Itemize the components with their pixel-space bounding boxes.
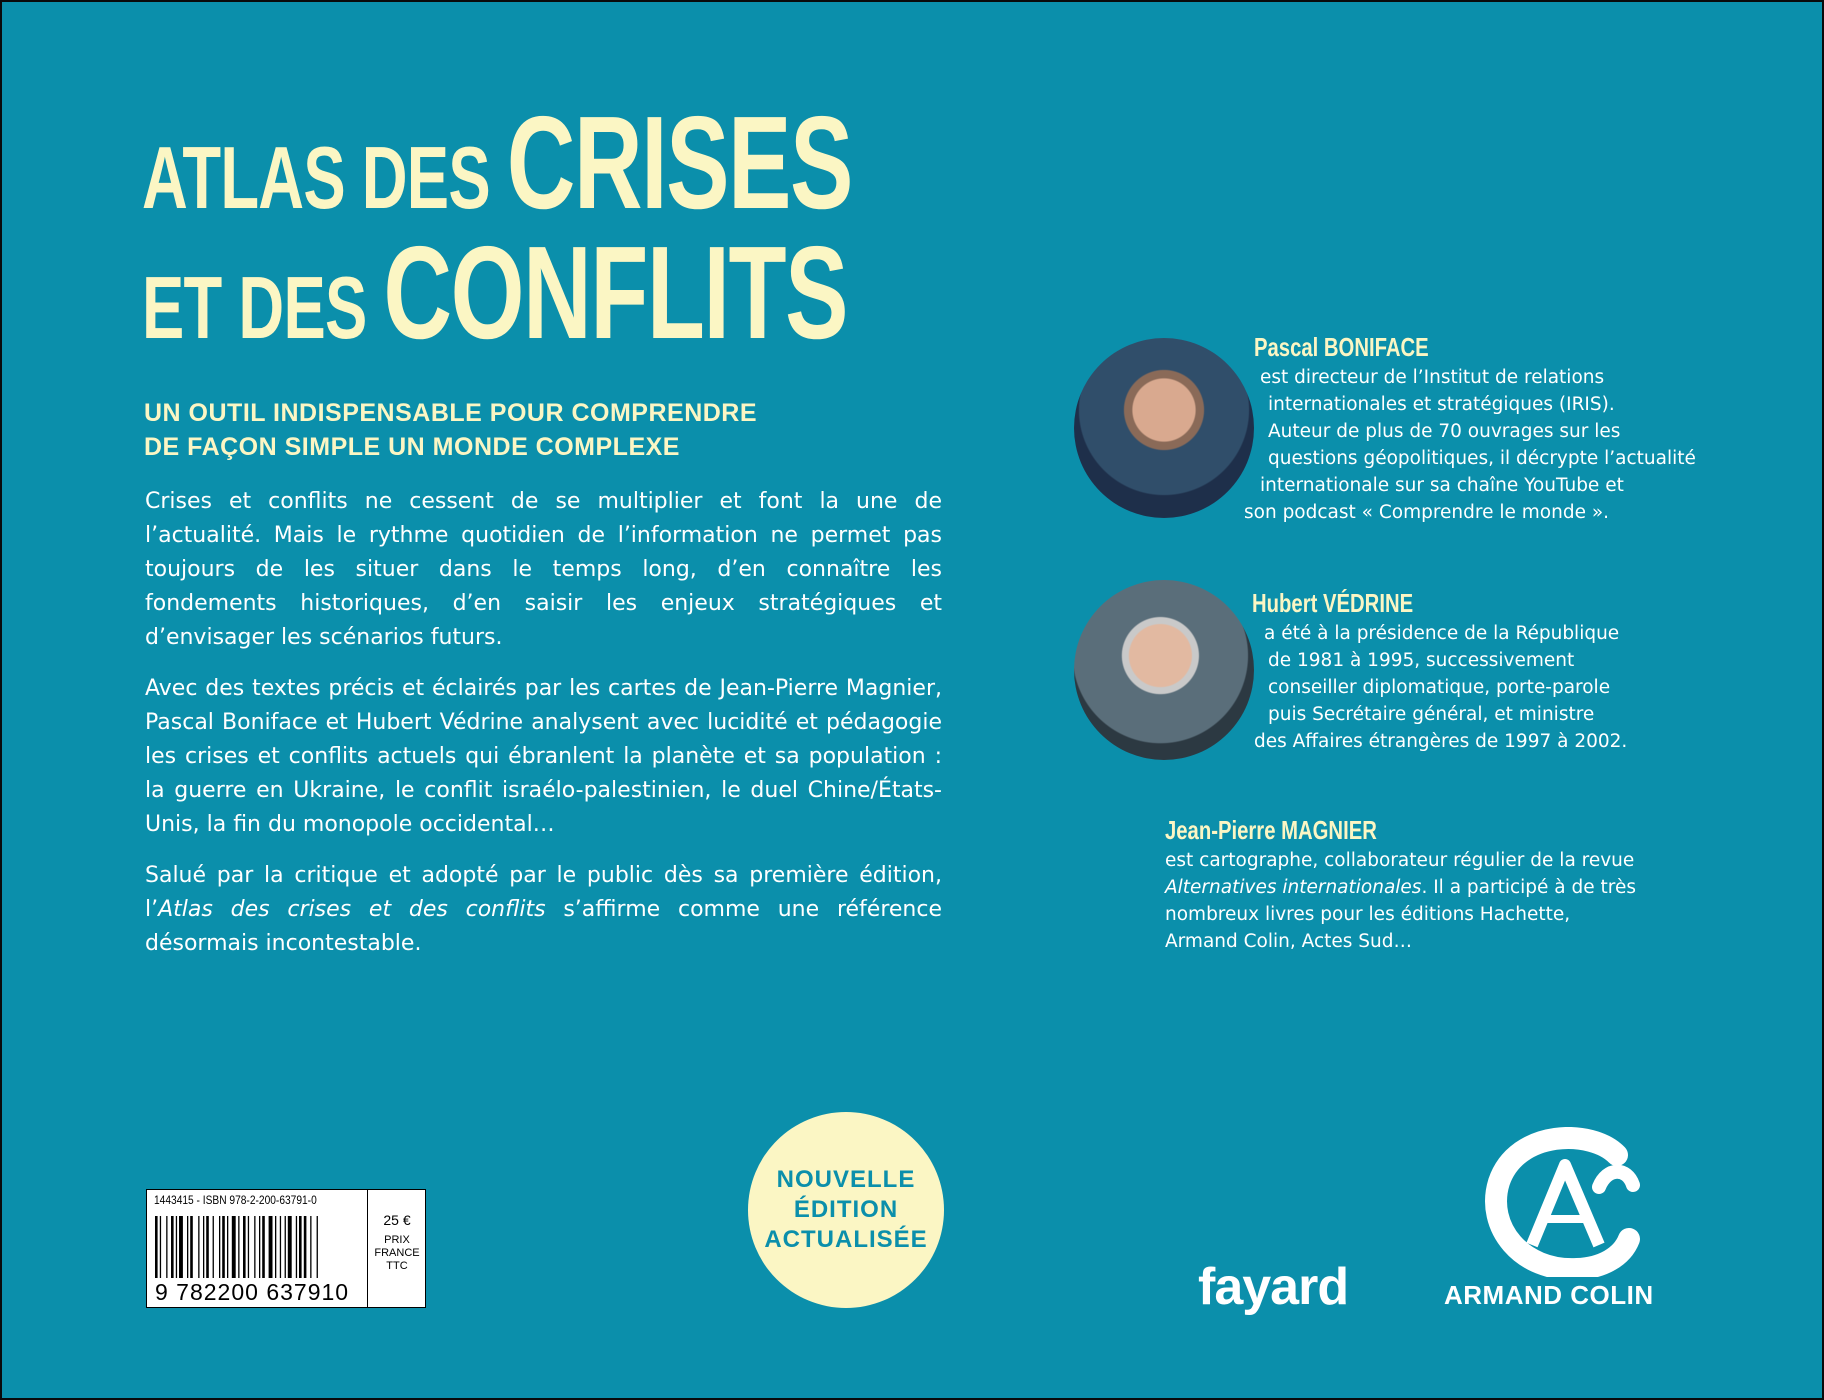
barcode-bar <box>275 1216 276 1278</box>
journal-name: Alternatives internationales <box>1165 877 1422 898</box>
barcode-bar <box>176 1216 177 1278</box>
barcode-bar <box>317 1216 318 1278</box>
bio-line: internationales et stratégiques (IRIS). <box>1268 394 1615 415</box>
bio-line: questions géopolitiques, il décrypte l’actualité <box>1268 448 1696 469</box>
barcode-bar <box>187 1216 188 1278</box>
bio-line-rest: . Il a participé à de très <box>1421 877 1637 898</box>
bio-line: son podcast « Comprendre le monde ». <box>1244 502 1610 523</box>
barcode-bar <box>288 1216 292 1278</box>
badge-line: NOUVELLE <box>776 1166 916 1193</box>
paragraph-1: Crises et conflits ne cessent de se multiplier et font la une de l’actualité. Mais le rythme quotidien de l’information ne permet pas toujours de les situer dans le temps long, d’en connaître les fondements historiques, d’en saisir les enjeux stratégiques et d’envisager les scénarios futurs. <box>145 489 942 650</box>
barcode-bar <box>285 1216 286 1278</box>
barcode-bar <box>190 1216 193 1278</box>
price-label-line: TTC <box>386 1260 408 1272</box>
barcode-bar <box>206 1216 209 1278</box>
author-name-magnier: Jean-Pierre MAGNIER <box>1165 815 1377 845</box>
subtitle <box>144 396 924 464</box>
barcode-bar <box>310 1216 311 1278</box>
new-edition-badge <box>748 1112 944 1308</box>
paragraph-3-end: s’affirme comme une référence désormais incontestable. <box>145 897 942 956</box>
bio-line: nombreux livres pour les éditions Hachette, <box>1165 904 1571 925</box>
price-value: 25 € <box>383 1212 411 1228</box>
barcode-bar <box>155 1216 158 1278</box>
barcode-bar <box>296 1216 297 1278</box>
isbn-barcode <box>146 1189 426 1308</box>
barcode-bar <box>203 1216 204 1278</box>
barcode-bar <box>213 1216 214 1278</box>
bio-line: est cartographe, collaborateur régulier de la revue <box>1165 850 1635 871</box>
barcode-bar <box>222 1216 225 1278</box>
author-name-vedrine: Hubert VÉDRINE <box>1252 588 1414 618</box>
author-bio-vedrine <box>1252 590 1627 755</box>
author-name-boniface: Pascal BONIFACE <box>1254 332 1429 362</box>
price-label-line: FRANCE <box>374 1247 420 1259</box>
author-photo-boniface <box>1074 338 1254 518</box>
armand-colin-label: ARMAND COLIN <box>1444 1280 1654 1310</box>
barcode-bars <box>155 1216 363 1278</box>
barcode-bar <box>280 1216 281 1278</box>
subtitle-line-2: DE FAÇON SIMPLE UN MONDE COMPLEXE <box>144 433 680 461</box>
barcode-bar <box>227 1216 228 1278</box>
title-et-des: ET DES <box>142 258 384 357</box>
bio-line: des Affaires étrangères de 1997 à 2002. <box>1254 731 1628 752</box>
bio-line: Armand Colin, Actes Sud… <box>1165 931 1413 952</box>
barcode-bar <box>304 1216 307 1278</box>
bio-line: a été à la présidence de la République <box>1264 623 1620 644</box>
bio-line: est directeur de l’Institut de relations <box>1260 367 1605 388</box>
bio-line <box>1165 874 1636 901</box>
title-atlas-des: ATLAS DES <box>142 128 507 227</box>
barcode-bar <box>259 1216 260 1278</box>
author-bio-magnier <box>1165 817 1636 955</box>
paragraph-3-start: Salué par la critique et adopté par le public dès sa première édition, l’ <box>145 863 942 922</box>
author-photo-vedrine <box>1074 580 1254 760</box>
subtitle-line-1: UN OUTIL INDISPENSABLE POUR COMPRENDRE <box>144 399 758 427</box>
barcode-bar <box>248 1216 249 1278</box>
paragraph-2: Avec des textes précis et éclairés par les cartes de Jean-Pierre Magnier, Pascal Boniface et Hubert Védrine analysent avec lucidité et pédagogie les crises et conflits actuels qui ébranlent la planète et sa population : la guerre en Ukraine, le conflit israélo-palestinien, le duel Chine/États-Unis, la fin du monopole occidental… <box>145 676 942 837</box>
barcode-bar <box>262 1216 265 1278</box>
price-box <box>367 1190 426 1307</box>
title-line-2 <box>142 219 848 366</box>
bio-line: Auteur de plus de 70 ouvrages sur les <box>1268 421 1621 442</box>
armand-colin-logo-icon <box>1477 1127 1647 1277</box>
bio-line: conseiller diplomatique, porte-parole <box>1268 677 1611 698</box>
barcode-bar <box>179 1216 183 1278</box>
price-label <box>368 1234 426 1273</box>
author-bio-boniface <box>1242 334 1696 526</box>
price-label-line: PRIX <box>384 1234 410 1246</box>
book-back-cover <box>2 2 1822 1398</box>
barcode-bar <box>160 1216 161 1278</box>
bio-line: de 1981 à 1995, successivement <box>1268 650 1575 671</box>
barcode-digits: 9 782200 637910 <box>155 1279 350 1305</box>
bio-line: puis Secrétaire général, et ministre <box>1268 704 1595 725</box>
barcode-bar <box>299 1216 302 1278</box>
isbn-text: 1443415 - ISBN 978-2-200-63791-0 <box>154 1193 317 1207</box>
paragraph-3 <box>145 859 942 961</box>
barcode-bar <box>171 1216 174 1278</box>
badge-line: ACTUALISÉE <box>764 1226 928 1253</box>
barcode-bar <box>232 1216 236 1278</box>
barcode-bar <box>198 1216 199 1278</box>
bio-line: internationale sur sa chaîne YouTube et <box>1260 475 1624 496</box>
title-crises: CRISES <box>506 89 852 236</box>
fayard-logo: fayard <box>1198 1258 1349 1316</box>
barcode-bar <box>254 1216 255 1278</box>
paragraph-3-book-title: Atlas des crises et des conflits <box>158 897 546 922</box>
barcode-bar <box>166 1216 167 1278</box>
barcode-bar <box>243 1216 246 1278</box>
barcode-bar <box>238 1216 239 1278</box>
barcode-bar <box>269 1216 273 1278</box>
badge-line: ÉDITION <box>793 1196 899 1223</box>
title-conflits: CONFLITS <box>383 219 848 366</box>
title-line-1 <box>142 89 852 236</box>
barcode-bar <box>219 1216 220 1278</box>
